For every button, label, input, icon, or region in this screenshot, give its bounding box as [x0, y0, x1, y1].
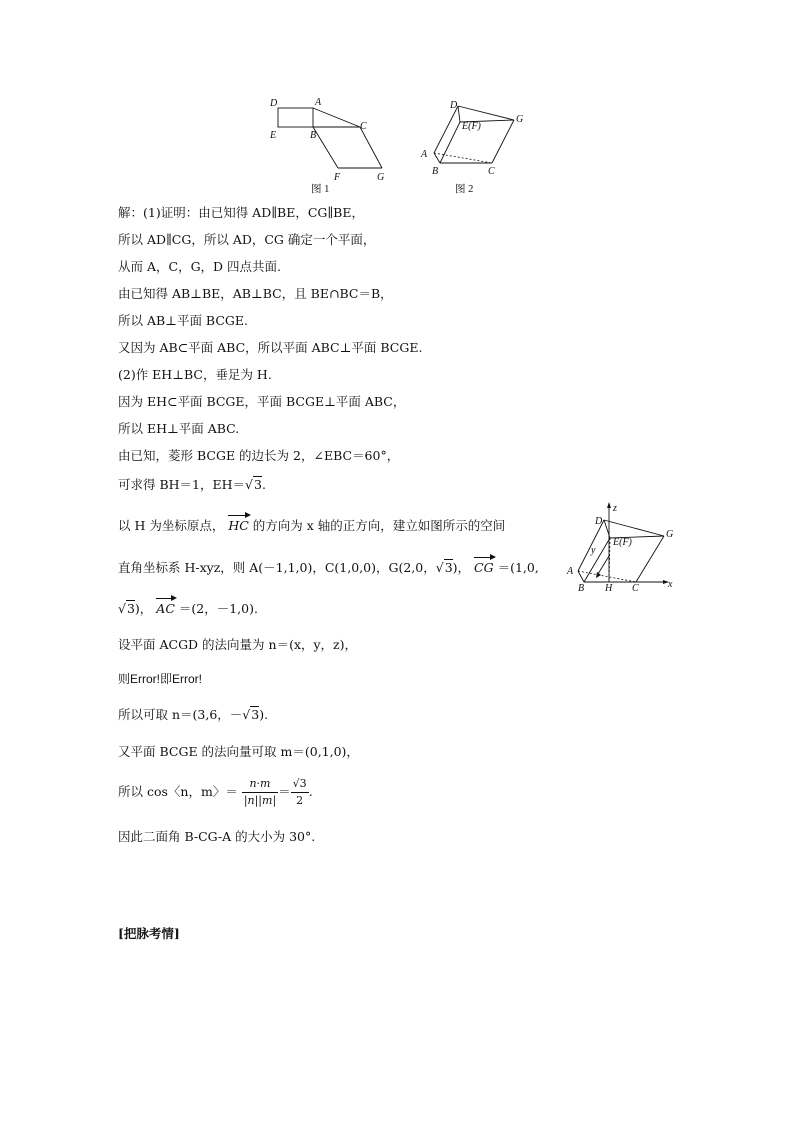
solution-line-5: 所以 AB⊥平面 BCGE.: [118, 313, 248, 328]
solution-line-4: 由已知得 AB⊥BE，AB⊥BC，且 BE∩BC＝B，: [118, 286, 393, 301]
equals: ＝: [278, 784, 291, 799]
solution-line-13: 直角坐标系 H-xyz，则 A(－1,1,0)，C(1,0,0)，G(2,0，√3)， CG ＝(1,0,: [118, 556, 539, 576]
figure-1: [262, 94, 402, 184]
solution-line-14: √3)， AC ＝(2，－1,0).: [118, 597, 258, 617]
fig2-label-d: D: [450, 100, 458, 111]
fig3-label-ef: E(F): [613, 537, 632, 548]
solution-line-19: [118, 776, 313, 809]
figure-2: [418, 96, 538, 181]
solution-line-17: 所以可取 n＝(3,6，－√3).: [118, 707, 269, 722]
period: .: [308, 784, 313, 799]
figure-1-caption: 图 1: [311, 184, 330, 195]
solution-line-3: 从而 A，C，G，D 四点共面.: [118, 259, 282, 274]
figure-2-caption: 图 2: [455, 184, 474, 195]
fraction-denominator: |n||m|: [243, 794, 277, 807]
fig1-label-c: C: [360, 121, 367, 132]
fig2-label-b: B: [432, 166, 439, 177]
solution-line-15: 设平面 ACGD 的法向量为 n＝(x，y，z)，: [118, 637, 358, 652]
solution-line-6: 又因为 AB⊂平面 ABC，所以平面 ABC⊥平面 BCGE.: [118, 340, 423, 355]
solution-line-18: 又平面 BCGE 的法向量可取 m＝(0,1,0)，: [118, 744, 359, 759]
paren-close: )，: [452, 560, 471, 575]
fig3-label-z: z: [613, 503, 617, 514]
figure-2-drawing: [418, 96, 538, 181]
fig3-label-c: C: [632, 583, 639, 592]
fig1-label-e: E: [270, 130, 277, 141]
solution-line-2: 所以 AD∥CG，所以 AD，CG 确定一个平面，: [118, 232, 376, 247]
vector-cg: CG: [474, 556, 494, 576]
solution-line-1: 解：(1)证明：由已知得 AD∥BE，CG∥BE，: [118, 205, 364, 220]
solution-line-7: (2)作 EH⊥BC，垂足为 H.: [118, 367, 272, 382]
paren-close: ).: [259, 707, 269, 722]
cg-value-text: ＝(1,0,: [497, 560, 539, 575]
sqrt-3: 3: [251, 707, 260, 722]
z-axis-arrow-icon: [607, 502, 611, 508]
sqrt-3: 3: [444, 560, 453, 575]
fig2-label-g: G: [516, 114, 524, 125]
fig2-label-a: A: [421, 149, 428, 160]
fig3-label-g: G: [666, 529, 674, 540]
fraction-sqrt3-2: [291, 776, 309, 809]
figure-1-drawing: [262, 94, 402, 184]
fraction-numerator: n·m: [242, 776, 278, 793]
solution-line-10: 由已知，菱形 BCGE 的边长为 2，∠EBC＝60°，: [118, 448, 400, 463]
vector-ac: AC: [156, 597, 175, 617]
origin-text: 以 H 为坐标原点，: [118, 518, 225, 533]
fig3-label-d: D: [595, 516, 603, 527]
fig3-label-a: A: [567, 566, 574, 577]
fig3-label-x: x: [668, 579, 673, 590]
fig2-label-c: C: [488, 166, 495, 177]
period: .: [261, 477, 266, 492]
figure-3: [562, 500, 680, 592]
ac-value-text: ＝(2，－1,0).: [178, 601, 258, 616]
solution-line-16: 则Error!即Error!: [118, 672, 203, 686]
solution-line-8: 因为 EH⊂平面 BCGE，平面 BCGE⊥平面 ABC，: [118, 394, 406, 409]
sqrt-3: 3: [254, 477, 262, 492]
fraction-numerator-2: √3: [291, 776, 309, 793]
coordinates-text: 直角坐标系 H-xyz，则 A(－1,1,0)，C(1,0,0)，G(2,0，: [118, 560, 436, 575]
fig2-label-ef: E(F): [462, 121, 481, 132]
sqrt-3: 3: [126, 601, 135, 616]
paren-close: )，: [134, 601, 153, 616]
section-title: [把脉考情]: [118, 926, 180, 941]
bh-eh-text: 可求得 BH＝1，EH＝: [118, 477, 246, 492]
fig3-label-h: H: [605, 583, 613, 592]
fig1-label-a: A: [315, 97, 322, 108]
fig1-label-d: D: [270, 98, 278, 109]
solution-line-20: 因此二面角 B-CG-A 的大小为 30°.: [118, 829, 316, 844]
solution-line-11: 可求得 BH＝1，EH＝√3.: [118, 477, 266, 492]
cos-text: 所以 cos〈n，m〉＝: [118, 784, 238, 799]
axis-direction-text: 的方向为 x 轴的正方向，建立如图所示的空间: [252, 518, 506, 533]
solution-line-12: [118, 514, 505, 534]
fig3-label-b: B: [578, 583, 585, 592]
fraction-denominator-2: 2: [296, 794, 304, 807]
fig1-label-g: G: [377, 172, 385, 183]
fig1-label-b: B: [310, 130, 317, 141]
fig1-label-f: F: [334, 172, 341, 183]
solution-line-9: 所以 EH⊥平面 ABC.: [118, 421, 240, 436]
vector-hc: HC: [228, 514, 248, 534]
fig3-label-y: y: [591, 545, 596, 556]
figure-3-drawing: [562, 500, 680, 592]
fraction-nm: [242, 776, 278, 809]
normal-n-text: 所以可取 n＝(3,6，－: [118, 707, 243, 722]
